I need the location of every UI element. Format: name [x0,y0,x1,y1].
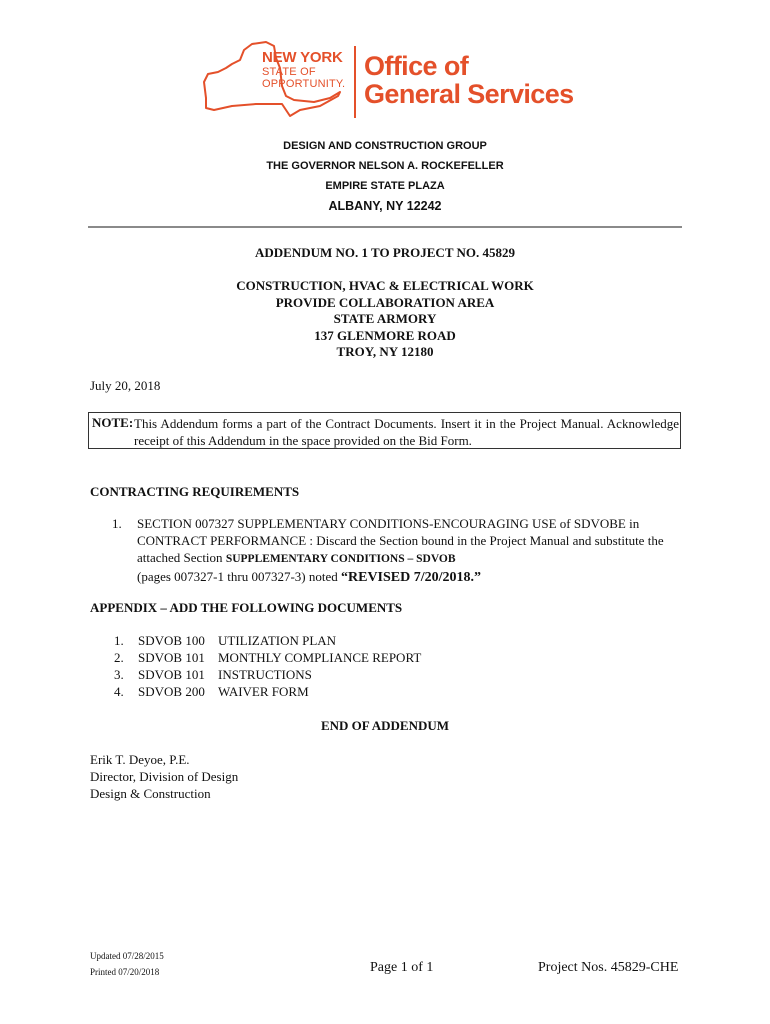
list-item [114,649,421,666]
project-number: Project Nos. 45829-CHE [538,960,679,975]
header-rule [88,226,682,228]
item-desc: UTILIZATION PLAN [218,633,337,648]
ogs-line-1: Office of [364,51,469,81]
item-body [137,515,682,586]
signer-title: Director, Division of Design [90,769,239,784]
footer-dates [90,948,164,980]
note-text: This Addendum forms a part of the Contract Documents. Insert it in the Project Manual. Acknowledge receipt of this Addendum in the space provided on the Bid Form. [134,416,679,448]
list-item [114,632,421,649]
project-line: STATE ARMORY [333,311,437,326]
appendix-list [114,632,421,700]
item-number: 1. [112,516,122,531]
item-code: SDVOB 101 [138,667,205,682]
printed-date: Printed 07/20/2018 [90,967,160,977]
appendix-heading: APPENDIX – ADD THE FOLLOWING DOCUMENTS [90,600,403,615]
item-number: 3. [114,667,124,682]
addendum-title: ADDENDUM NO. 1 TO PROJECT NO. 45829 [254,245,516,260]
page-number: Page 1 of 1 [370,960,434,975]
signer-name: Erik T. Deyoe, P.E. [90,752,190,767]
list-item [114,683,421,700]
list-item [114,666,421,683]
item-text: SECTION 007327 SUPPLEMENTARY CONDITIONS-ENCOURAGING USE of SDVOBE in CONTRACT PERFORMANCE : Discard the Section bound in the Project Manual and substitute the attached Section [137,516,664,565]
end-of-addendum: END OF ADDENDUM [320,718,450,733]
updated-date: Updated 07/28/2015 [90,951,164,961]
project-line: PROVIDE COLLABORATION AREA [275,294,495,310]
item-number: 4. [114,684,124,699]
contracting-heading: CONTRACTING REQUIREMENTS [90,484,300,499]
item-desc: MONTHLY COMPLIANCE REPORT [218,650,422,665]
note-box [88,412,681,449]
item-code: SDVOB 100 [138,633,205,648]
item-bold-section: SUPPLEMENTARY CONDITIONS – SDVOB [225,553,456,565]
address-block [0,136,770,216]
ogs-line-2: General Services [364,79,574,109]
project-line: TROY, NY 12180 [336,344,434,359]
item-number: 2. [114,650,124,665]
ogs-wordmark [364,52,574,108]
address-line-1: DESIGN AND CONSTRUCTION GROUP [283,140,487,152]
signer-dept: Design & Construction [90,786,211,801]
signature-block [90,751,238,802]
item-pages: (pages 007327-1 thru 007327-3) noted [137,569,341,584]
project-line: 137 GLENMORE ROAD [314,327,456,343]
address-line-2: THE GOVERNOR NELSON A. ROCKEFELLER [266,160,504,172]
address-line-4: ALBANY, NY 12242 [328,199,442,213]
note-label: NOTE: [92,415,134,430]
ogs-logo [196,38,576,120]
item-code: SDVOB 200 [138,684,205,699]
address-line-3: EMPIRE STATE PLAZA [325,180,445,192]
nys-line-2: STATE OF [262,66,316,78]
nys-line-3: OPPORTUNITY. [262,78,346,90]
nys-line-1: NEW YORK [262,49,343,66]
nys-wordmark [262,50,345,90]
item-number: 1. [114,633,124,648]
item-revised: “REVISED 7/20/2018.” [341,570,482,585]
item-desc: WAIVER FORM [218,684,309,699]
logo-divider [354,46,356,118]
item-code: SDVOB 101 [138,650,205,665]
item-desc: INSTRUCTIONS [218,667,312,682]
document-date: July 20, 2018 [90,378,161,393]
title-block [0,244,770,361]
project-line: CONSTRUCTION, HVAC & ELECTRICAL WORK [236,278,534,293]
